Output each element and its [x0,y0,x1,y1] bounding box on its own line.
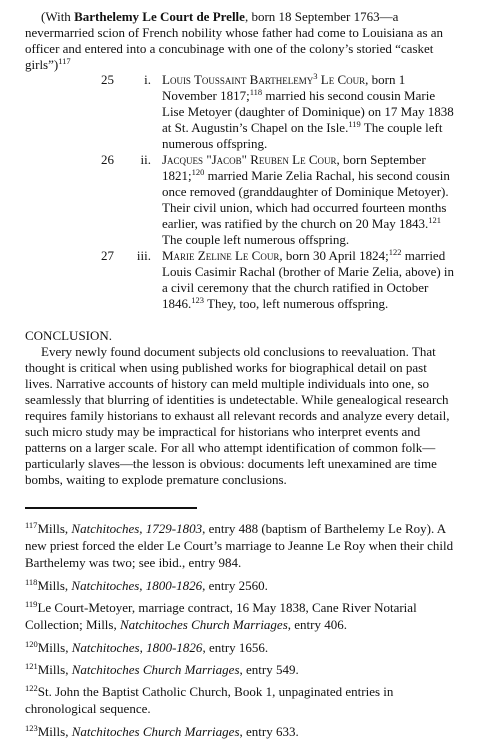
conclusion-paragraph: Every newly found document subjects old conclusions to reevaluation. That thought is critical when using published works for biographical detail on past lives. Narrative accounts of history can meld multiple individuals into one, so seamlessly that blurring of identities is undetectable. While genealogical research requires family historians to exhaust all relevant records and analyze every detail, such micro study may be impractical for historians who interpret events and patterns on a larger scale. For all who attempt identification of common folk—particularly slaves—the lesson is obvious: documents left unexamined are time bombs, waiting to explode premature conclusions. [25,344,450,487]
footnote-number: 123 [25,723,38,733]
footnote-number: 118 [25,577,38,587]
footnote-ref: 118 [249,87,263,97]
footnote-number: 119 [25,599,38,609]
child-name: Louis Toussaint Barthelemy [162,72,314,87]
footnote-117: $^{117}$Mills, Natchitoches, 1729-1803, entry 488 (baptism of Barthelemy Le Roy). A new priest forced the elder Le Court’s marriage to Jeanne Le Roy when their child Barthelemy was two; see ibid., entry 984. [25,520,454,570]
footnote-120: $^{120}$Mills, Natchitoches, 1800-1826, entry 1656. [25,639,269,655]
entry-roman-numeral: iii. [136,248,151,263]
entry-text: Louis Toussaint Barthelemy$^3$ Le Cour, born 1 November 1817;$^{118}$ married his second cousin Marie Lise Metoyer (daughter of Dominique) on 17 May 1838 at St. Augustin’s Chapel on the Isle.$^{119}$ The couple left numerous offspring. [162,71,454,151]
entry-roman-numeral: ii. [140,152,151,167]
conclusion-heading: CONCLUSION. [25,328,113,343]
footnote-ref: 120 [191,167,205,177]
footnote-ref: 122 [388,247,402,257]
entry-text: Marie Zeline Le Cour, born 30 April 1824;$^{122}$ married Louis Casimir Rachal (brother of Marie Zelia, above) in a civil ceremony that the church ratified in October 1846.$^{123}$ They, too, left numerous offspring. [162,247,455,311]
entry-number: 25 [101,72,114,87]
child-name: Marie Zeline Le Cour [162,248,280,263]
entry-text: Jacques "Jacob" Reuben Le Cour, born September 1821;$^{120}$ married Marie Zelia Rachal, his second cousin once removed (granddaughter of Dominique Metoyer). Their civil union, which had occurred fourteen months earlier, was ratified by the church on 20 May 1843.$^{121}$ The couple left numerous offspring. [162,152,450,247]
intro-open: (With [41,9,75,24]
source-title: Natchitoches, 1800-1826 [71,578,203,593]
source-title: Natchitoches, 1729-1803 [71,521,203,536]
footnote-119: $^{119}$Le Court-Metoyer, marriage contract, 16 May 1838, Cane River Notarial Collection; Mills, Natchitoches Church Marriages, entry 406. [25,599,417,632]
source-title: Natchitoches Church Marriages [71,662,240,677]
footnote-ref: 123 [191,295,204,305]
entry-number: 27 [101,248,114,263]
footnote-number: 121 [25,661,38,671]
child-name-surname: Le Cour [317,72,366,87]
intro-text: , born 18 September 1763—a nevermarried scion of French nobility whose father had come to Louisiana as an officer and entered into a concubinage with one of the colony’s storied “casket girls”) [25,9,444,72]
footnote-ref: 117 [58,56,71,66]
footnote-ref: 119 [348,119,361,129]
footnote-number: 120 [25,639,38,649]
footnote-divider [25,507,197,509]
source-title: Natchitoches Church Marriages [71,724,240,739]
footnote-number: 122 [25,683,38,693]
footnote-122: $^{122}$St. John the Baptist Catholic Church, Book 1, unpaginated entries in chronological sequence. [25,683,394,716]
footnote-121: $^{121}$Mills, Natchitoches Church Marriages, entry 549. [25,661,299,677]
intro-subject-name: Barthelemy Le Court de Prelle [74,9,245,24]
entry-number: 26 [101,152,114,167]
intro-paragraph [25,9,455,73]
entry-roman-numeral: i. [144,72,151,87]
footnote-123: $^{123}$Mills, Natchitoches Church Marriages, entry 633. [25,723,299,739]
footnote-118: $^{118}$Mills, Natchitoches, 1800-1826, entry 2560. [25,577,268,593]
child-name: Jacques "Jacob" Reuben Le Cour [162,152,337,167]
footnote-ref: 121 [428,215,442,225]
footnote-number: 117 [25,520,38,530]
source-title: Natchitoches Church Marriages [119,617,288,632]
source-title: Natchitoches, 1800-1826 [71,640,203,655]
generation-superscript: 3 [313,71,318,81]
